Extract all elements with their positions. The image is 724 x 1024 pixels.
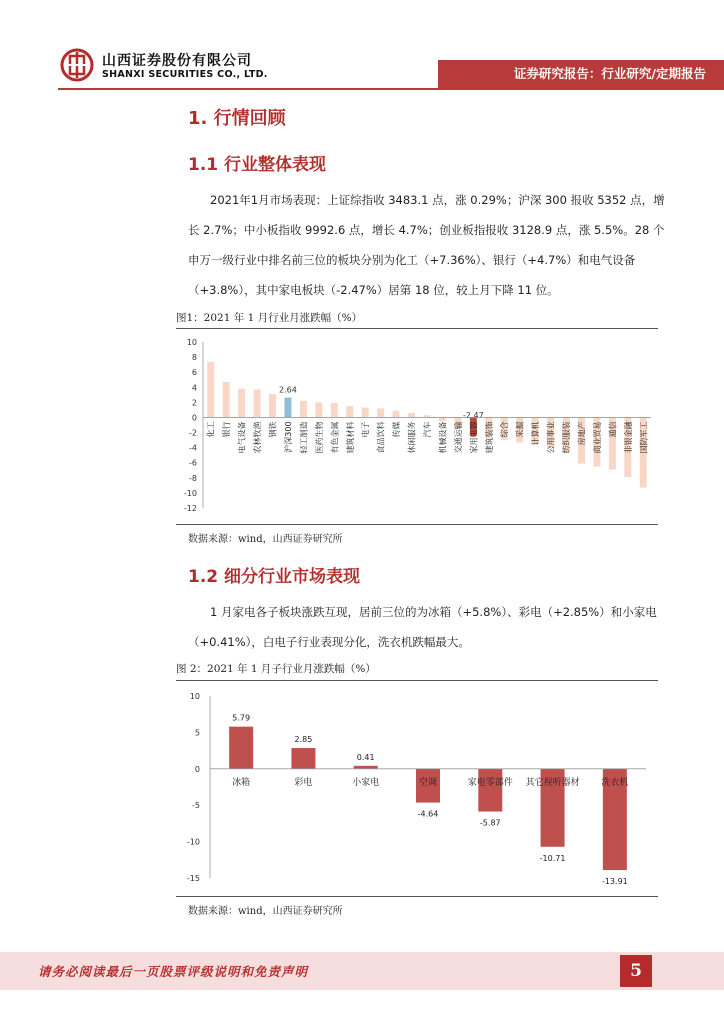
y-tick-label: 6	[191, 368, 197, 378]
bar-机械设备	[439, 417, 446, 421]
x-tick-label: 其它视听器材	[525, 777, 580, 788]
subsection-title-1-1: 1.1 行业整体表现	[188, 155, 327, 175]
bar-传媒	[393, 411, 400, 418]
y-tick-label: -5	[192, 801, 200, 811]
bar-有色金属	[331, 403, 338, 417]
x-tick-label: 建筑材料	[345, 421, 355, 454]
y-tick-label: -6	[189, 458, 197, 468]
data-label: -5.87	[479, 818, 501, 828]
x-tick-label: 非银金融	[623, 421, 633, 454]
company-name-en: SHANXI SECURITIES CO., LTD.	[102, 69, 268, 80]
x-tick-label: 小家电	[352, 777, 380, 788]
bar-农林牧渔	[254, 390, 261, 418]
x-tick-label: 通信	[608, 421, 618, 438]
x-tick-label: 冰箱	[232, 777, 251, 788]
x-tick-label: 银行	[222, 421, 232, 438]
paragraph-subsector: 1 月家电各子板块涨跌互现，居前三位的为冰箱（+5.8%）、彩电（+2.85%）和小家电（+0.41%），白电子行业表现分化，洗衣机跌幅最大。	[188, 605, 657, 649]
bar-医药生物	[315, 402, 322, 417]
x-tick-label: 沪深300	[283, 421, 293, 453]
bar-轻工制造	[300, 401, 307, 418]
x-tick-label: 轻工制造	[299, 421, 309, 454]
figure2-top-rule	[176, 680, 658, 681]
x-tick-label: 钢铁	[268, 421, 278, 438]
y-tick-label: -4	[189, 443, 197, 453]
x-tick-label: 家用电器	[469, 421, 479, 454]
bar-小家电	[354, 766, 378, 769]
bar-建筑材料	[346, 406, 353, 417]
bar-食品饮料	[377, 408, 384, 417]
y-tick-label: -15	[186, 874, 200, 883]
figure2-caption: 图 2：2021 年 1 月子行业月涨跌幅（%）	[176, 663, 376, 675]
bar-沪深300	[284, 398, 291, 418]
data-label: 2.85	[294, 735, 313, 745]
y-tick-label: 0	[191, 413, 197, 423]
x-tick-label: 商业贸易	[592, 421, 602, 454]
x-tick-label: 计算机	[531, 421, 541, 446]
section-title: 1. 行情回顾	[188, 108, 286, 129]
figure1-source: 数据来源：wind，山西证券研究所	[188, 534, 343, 545]
page-number: 5	[620, 955, 652, 987]
data-label: 0.41	[356, 752, 375, 762]
bar-电子	[362, 408, 369, 418]
x-tick-label: 彩电	[294, 777, 313, 788]
x-tick-label: 综合	[500, 421, 510, 438]
bar-彩电	[291, 748, 315, 769]
y-tick-label: -10	[186, 837, 200, 847]
data-label: 5.79	[232, 713, 251, 723]
x-tick-label: 食品饮料	[376, 421, 386, 454]
data-label: -10.71	[539, 853, 566, 863]
bar-化工	[207, 362, 214, 418]
bar-家电零部件	[478, 769, 502, 812]
y-tick-label: 5	[194, 728, 200, 738]
y-tick-label: 4	[191, 383, 197, 393]
x-tick-label: 交通运输	[453, 421, 463, 454]
x-tick-label: 洗衣机	[601, 777, 629, 788]
company-name-cn: 山西证券股份有限公司	[102, 53, 252, 69]
x-tick-label: 有色金属	[330, 421, 340, 454]
figure1-bottom-rule	[176, 524, 658, 525]
y-tick-label: 0	[194, 764, 200, 774]
x-tick-label: 家电零部件	[467, 777, 513, 788]
y-tick-label: 10	[186, 338, 197, 347]
x-tick-label: 电子	[361, 421, 371, 438]
subsector-return-chart	[176, 683, 658, 893]
x-tick-label: 建筑装饰	[484, 421, 494, 454]
data-label: 2.64	[279, 385, 297, 395]
x-tick-label: 医药生物	[314, 421, 324, 454]
bar-银行	[223, 382, 230, 417]
x-tick-label: 房地产	[577, 421, 587, 446]
data-label: -4.64	[417, 809, 439, 819]
y-tick-label: 2	[191, 398, 197, 408]
x-tick-label: 机械设备	[438, 421, 448, 454]
industry-return-chart	[176, 330, 658, 522]
bar-休闲服务	[408, 413, 415, 418]
y-tick-label: -10	[183, 488, 197, 498]
footer-disclaimer: 请务必阅读最后一页股票评级说明和免责声明	[38, 964, 309, 979]
y-tick-label: -12	[183, 504, 197, 513]
x-tick-label: 农林牧渔	[253, 421, 263, 454]
x-tick-label: 化工	[206, 421, 216, 438]
x-tick-label: 空调	[418, 777, 438, 788]
figure1-top-rule	[176, 328, 658, 329]
y-tick-label: -8	[189, 473, 197, 483]
data-label: -13.91	[601, 877, 628, 887]
y-tick-label: 10	[189, 692, 200, 701]
x-tick-label: 公用事业	[546, 421, 556, 454]
x-tick-label: 国防军工	[639, 421, 649, 454]
report-type-label: 证券研究报告：行业研究/定期报告	[513, 66, 706, 81]
x-tick-label: 采掘	[515, 421, 525, 438]
bar-冰箱	[229, 727, 253, 769]
x-tick-label: 纺织服装	[562, 421, 572, 454]
header-divider	[58, 88, 724, 90]
data-label: -2.47	[462, 411, 484, 421]
x-tick-label: 休闲服务	[407, 421, 417, 454]
paragraph-market-overview: 2021年1月市场表现：上证综指收 3483.1 点，涨 0.29%；沪深 300 报收 5352 点，增长 2.7%；中小板指收 9992.6 点，增长 4.7%；创业板指报收 3128.9 点，涨 5.5%。28 个申万一级行业中排名前三位的板块分别为化工（+7.36%）、银行（+4.7%）和电气设备（+3.8%），其中家电板块（-2.47%）居第 18 位，较上月下降 11 位。	[188, 193, 665, 297]
figure1-caption: 图1：2021 年 1 月行业月涨跌幅（%）	[176, 312, 363, 324]
y-tick-label: 8	[191, 353, 197, 363]
x-tick-label: 汽车	[423, 421, 432, 438]
figure2-source: 数据来源：wind，山西证券研究所	[188, 906, 343, 917]
bar-电气设备	[238, 389, 245, 418]
x-tick-label: 电气设备	[237, 421, 247, 454]
x-tick-label: 传媒	[392, 421, 402, 438]
bar-钢铁	[269, 394, 276, 417]
y-tick-label: -2	[189, 428, 197, 438]
company-logo-icon	[60, 48, 94, 82]
subsection-title-1-2: 1.2 细分行业市场表现	[188, 567, 361, 587]
figure2-bottom-rule	[176, 896, 658, 897]
